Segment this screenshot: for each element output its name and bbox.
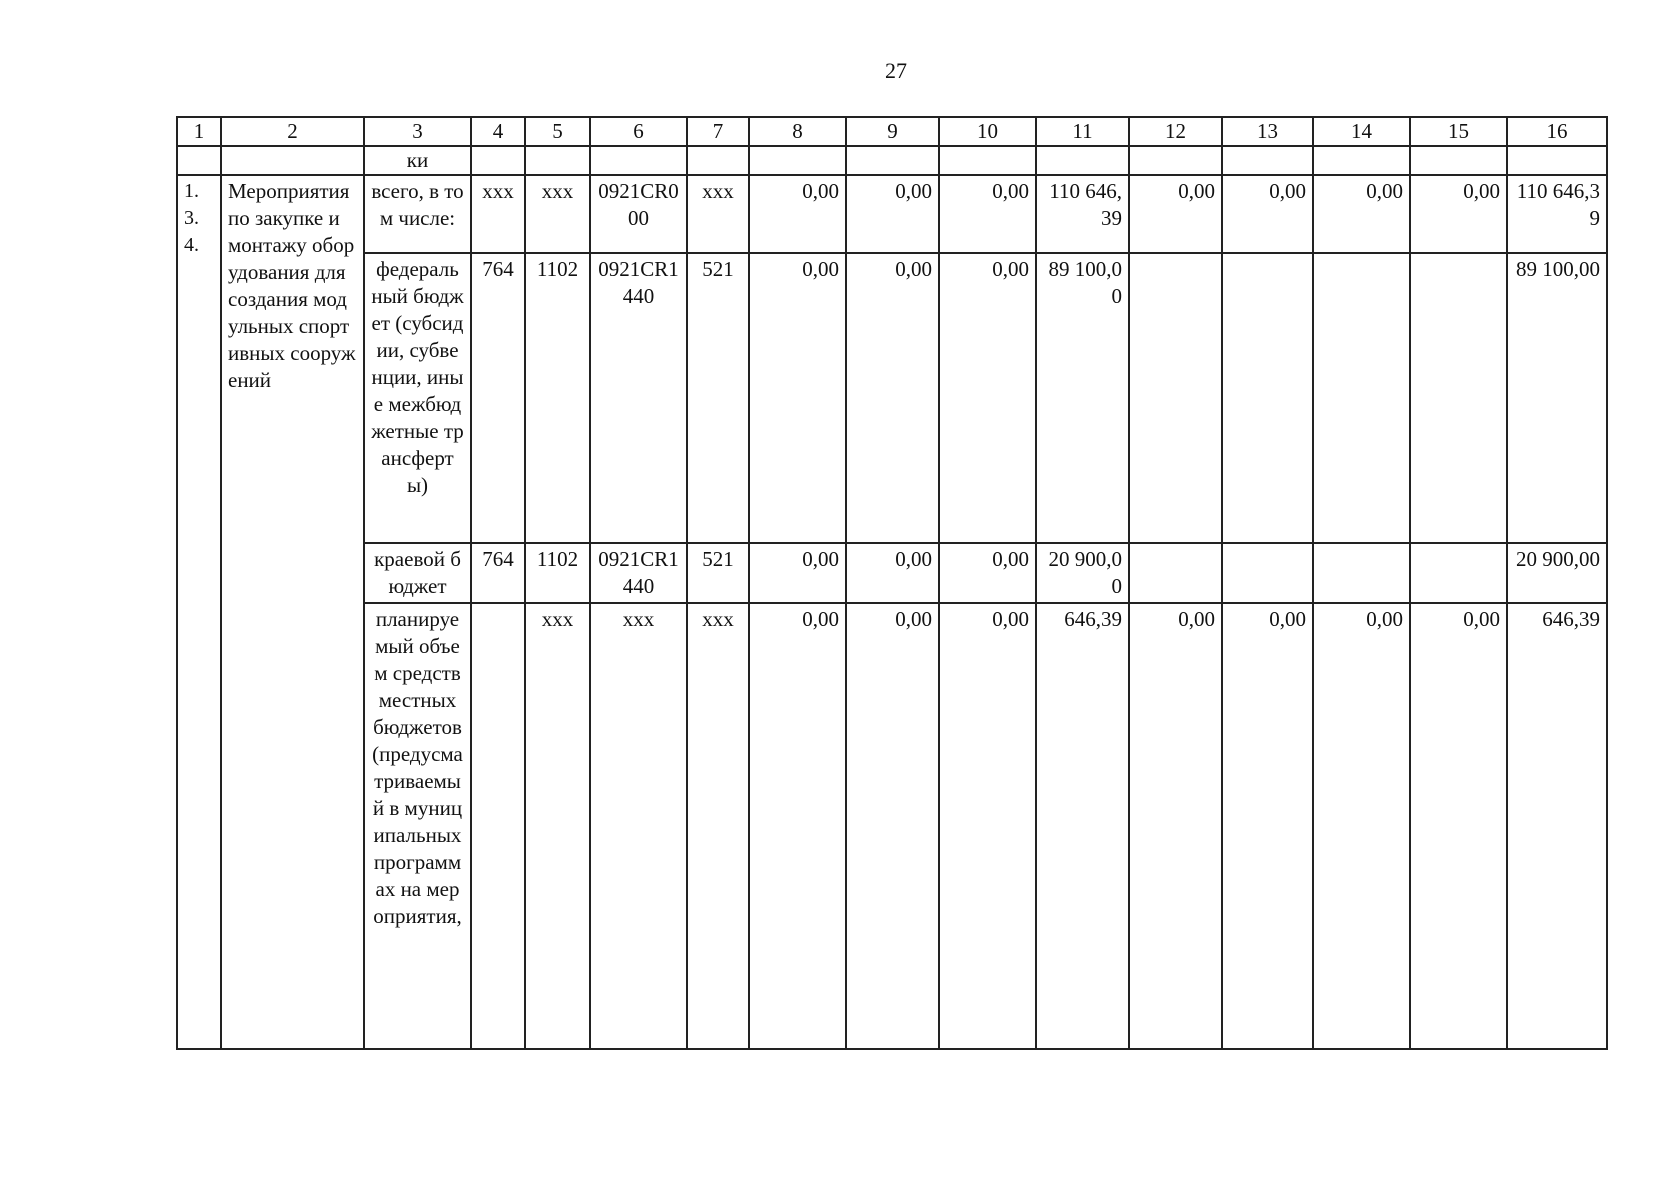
column-number: 10 [939,117,1036,146]
table-cell: 0,00 [846,603,939,1049]
table-row [177,543,1607,603]
table-cell [1410,543,1507,603]
page-number: 27 [885,58,907,83]
continued-source-text: ки [364,146,471,175]
table-cell: 0921CR000 [590,175,687,253]
column-number: 4 [471,117,525,146]
column-number: 9 [846,117,939,146]
table-cell [1313,543,1410,603]
column-number: 2 [221,117,364,146]
table-cell [590,146,687,175]
table-cell: 0,00 [1129,603,1222,1049]
table-cell: 0,00 [1129,175,1222,253]
table-cell: 110 646,39 [1036,175,1129,253]
table-cell: 1102 [525,543,590,603]
table-cell: 764 [471,543,525,603]
table-cell: 89 100,00 [1507,253,1607,543]
table-cell: 646,39 [1507,603,1607,1049]
table-cell: 0,00 [749,543,846,603]
item-number: 1. 3. 4. [177,175,221,1049]
table-cell: ххх [525,603,590,1049]
table-cell [1129,543,1222,603]
table-cell: 0,00 [1222,175,1313,253]
table-cell [1222,543,1313,603]
table-cell [1036,146,1129,175]
column-number: 13 [1222,117,1313,146]
item-name: Мероприятия по закупке и монтажу оборудования для создания модульных спортивных сооружений [221,175,364,1049]
column-number: 16 [1507,117,1607,146]
column-number: 5 [525,117,590,146]
table-cell [1313,146,1410,175]
table-cell [1222,253,1313,543]
table-cell [846,146,939,175]
table-cell: 0,00 [1222,603,1313,1049]
table-cell: 110 646,39 [1507,175,1607,253]
column-number: 11 [1036,117,1129,146]
table-row [177,175,1607,253]
table-cell [221,146,364,175]
table-cell [177,146,221,175]
funding-source: краевой бюджет [364,543,471,603]
table-row [177,603,1607,1049]
table-cell [1410,146,1507,175]
table-cell: 521 [687,253,749,543]
table-cell [471,146,525,175]
table-cell: 0921CR1440 [590,253,687,543]
budget-table [176,116,1608,1050]
column-number: 7 [687,117,749,146]
table-cell: 0,00 [939,543,1036,603]
table-cell [1313,253,1410,543]
table-cell: ххх [687,175,749,253]
table-cell: ххх [590,603,687,1049]
table-cell: 0,00 [939,175,1036,253]
column-number: 12 [1129,117,1222,146]
table-cell [749,146,846,175]
table-cell: 0,00 [749,175,846,253]
column-number: 3 [364,117,471,146]
column-number: 6 [590,117,687,146]
table-cell: 0,00 [939,253,1036,543]
table-cell: ххх [471,175,525,253]
table-cell: 20 900,00 [1036,543,1129,603]
funding-source: всего, в том числе: [364,175,471,253]
table-cell [687,146,749,175]
column-number: 14 [1313,117,1410,146]
table-cell: 0,00 [939,603,1036,1049]
table-cell [1222,146,1313,175]
table-cell: 0,00 [846,543,939,603]
table-cell [1129,146,1222,175]
table-cell: 0,00 [1410,175,1507,253]
table-cell: 89 100,00 [1036,253,1129,543]
table-cell: 0,00 [846,175,939,253]
table-cell [939,146,1036,175]
table-cell: 764 [471,253,525,543]
table-cell: 521 [687,543,749,603]
table-cell [1410,253,1507,543]
table-cell: 0921CR1440 [590,543,687,603]
table-cell: 646,39 [1036,603,1129,1049]
table-cell: 1102 [525,253,590,543]
table-cell: 0,00 [846,253,939,543]
table-cell [1129,253,1222,543]
table-cell: 0,00 [749,253,846,543]
column-number-row [177,117,1607,146]
funding-source: планируемый объем средств местных бюджетов (предусматриваемый в муниципальных программах на мероприятия, [364,603,471,1049]
column-number: 15 [1410,117,1507,146]
table-cell: ххх [687,603,749,1049]
table-cell: 0,00 [1313,603,1410,1049]
table-cell [471,603,525,1049]
table-cell [525,146,590,175]
table-cell [1507,146,1607,175]
table-cell: 20 900,00 [1507,543,1607,603]
continuation-row [177,146,1607,175]
table-row [177,253,1607,543]
table-cell: ххх [525,175,590,253]
table-cell: 0,00 [1313,175,1410,253]
table-cell: 0,00 [749,603,846,1049]
column-number: 8 [749,117,846,146]
table-cell: 0,00 [1410,603,1507,1049]
funding-source: федеральный бюджет (субсидии, субвенции, иные межбюджетные трансферты) [364,253,471,543]
column-number: 1 [177,117,221,146]
